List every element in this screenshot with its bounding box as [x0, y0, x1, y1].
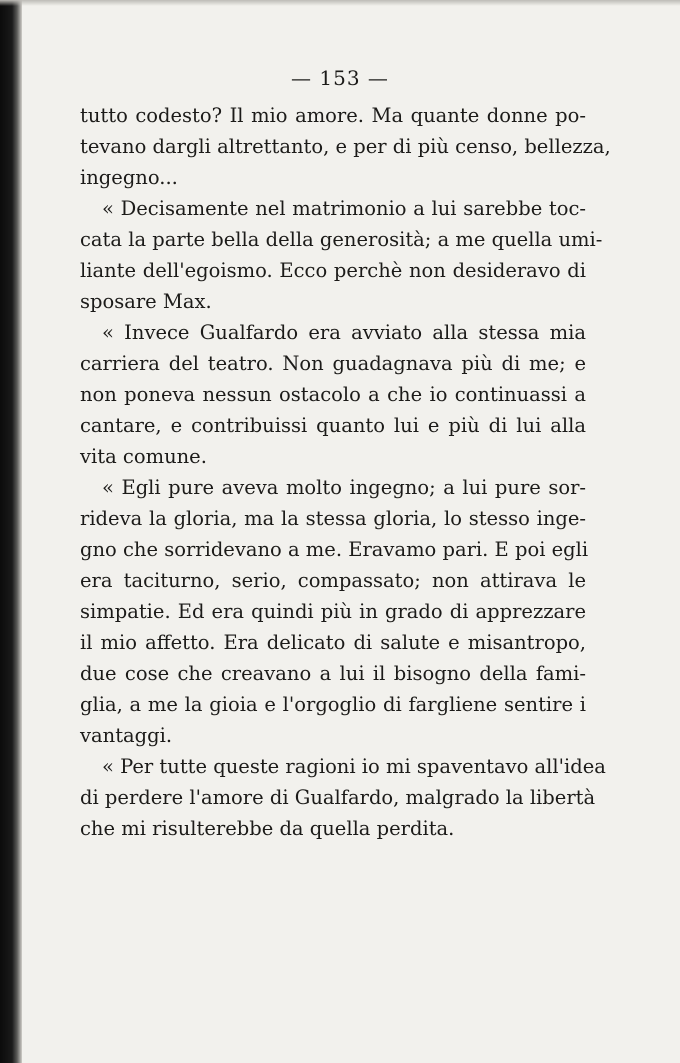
text-line: vantaggi.	[80, 724, 173, 747]
text-line: « Egli pure aveva molto ingegno; a lui pure sor-	[102, 476, 586, 499]
text-line: gno che sorridevano a me. Eravamo pari. E poi egli	[80, 538, 589, 561]
text-line: tevano dargli altrettanto, e per di più censo, bellezza,	[80, 135, 611, 158]
text-line: due cose che creavano a lui il bisogno della fami-	[80, 662, 586, 685]
text-line: che mi risulterebbe da quella perdita.	[80, 817, 455, 840]
text-line: cata la parte bella della generosità; a me quella umi-	[80, 228, 603, 251]
text-line: simpatie. Ed era quindi più in grado di apprezzare	[80, 600, 586, 623]
text-line: sposare Max.	[80, 290, 212, 313]
text-line: di perdere l'amore di Gualfardo, malgrado la libertà	[80, 786, 596, 809]
text-line: « Per tutte queste ragioni io mi spaventavo all'idea	[102, 755, 606, 778]
text-line: glia, a me la gioia e l'orgoglio di fargliene sentire i	[80, 693, 586, 716]
text-line: « Invece Gualfardo era avviato alla stessa mia	[102, 321, 586, 344]
text-line: « Decisamente nel matrimonio a lui sarebbe toc-	[102, 197, 586, 220]
text-line: carriera del teatro. Non guadagnava più di me; e	[80, 352, 586, 375]
text-line: non poneva nessun ostacolo a che io continuassi a	[80, 383, 586, 406]
text-line: rideva la gloria, ma la stessa gloria, lo stesso inge-	[80, 507, 586, 530]
page-top-shadow	[0, 0, 680, 6]
text-line: ingegno...	[80, 166, 178, 189]
text-line: vita comune.	[80, 445, 207, 468]
page-binding-edge	[0, 0, 22, 1063]
text-line: era taciturno, serio, compassato; non attirava le	[80, 569, 586, 592]
text-line: il mio affetto. Era delicato di salute e misantropo,	[80, 631, 586, 654]
page-number: — 153 —	[291, 66, 389, 90]
text-line: cantare, e contribuissi quanto lui e più di lui alla	[80, 414, 586, 437]
body-text	[80, 100, 611, 844]
text-line: tutto codesto? Il mio amore. Ma quante donne po-	[80, 104, 586, 127]
text-line: liante dell'egoismo. Ecco perchè non desideravo di	[80, 259, 586, 282]
